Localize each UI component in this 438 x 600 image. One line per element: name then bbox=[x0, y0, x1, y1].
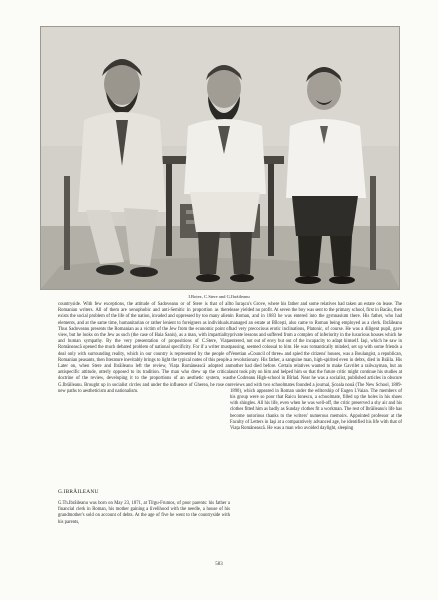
page-number: 583 bbox=[215, 562, 223, 567]
left-column-text: countryside. With few exceptions, the attitude of Sadoveanu or of Stere is that of all Romanian writers. All of them are xenophobic and anti-Semitic in proportion as there exists the social problem of the life of the nation, invaded and oppressed by too many alien elements, and at the same time, humanitarian or rather lenient to foreigners as individuals. Thus Sadoveanu presents the Romanian as a victim of the Jew from the economic point of view, but he looks on the Jew as such (the case of Haia Sanis), as a man, with impartiality and human sympathy. By the very presentation of propositions of C.Stere, Viața Românească opened the much debated problem of national specificity. For if a writer must deal only with surrounding reality, which in our country is represented by the people of Romanian peasants, then literature inevitably brings to light the typical notes of this people. Later on, when Stere and Ibrăileanu left the review, Viața Românească adopted an antispecific attitude, utterly opposed to its tradition. The man who drew up the critical doctrine of the review, developing it to the proportions of an aesthetic system, was G.Ibrăileanu. Brought up in socialist circles and under the influence of Gherea, he rose on new paths to aestheticism and nationalism. bbox=[58, 302, 230, 394]
right-column-text: to Iuraşcu's Grove, where his father and some relatives had taken an estate on lease. The lease yielded no profit. At seven the boy was sent to the primary school, first in Bacău, then in Roman, and in 1883 he was entered into the gymnasium there. His father, who had managed an estate at Bîlceşti, also came to Roman being employed as a clerk. Ibrăileanu had very precocious erotic inclinations, Platonic, of course. He was a diligent pupil, gave private lessons and suffered from a complex of inferiority in the luxurious houses which he entered, not out of envy but out of the incapacity to adapt himself. Iaşi, which he saw in passing, seemed colossal to him. He was romantically minded, set up with some friends a Venetian «Council of three» and spied the citizens' houses, was a Boulangist, a republican, a revolutionary. His father, a sanguine man, high-spirited even in debts, died in Brăila. His mother had died before. Certain relatives wanted to make Gavrilet a railwayman, but an aunt took pity on him and helped him so that the future critic might continue his studies at the Codreanu High-school in Bîrlad. Near he was a socialist, published articles in obscure reviews and with two schoolmates founded a journal, Şcoala nouă (The New School, 1889-1890), which appeared in Roman under the editorship of Eugen I.Vaian. The members of his group were so poor that Raicu Ionescu, a schoolmate, filled up the holes in his shoes with shingles. All his life, even when he was well-off, the critic preserved a shy air and his clothes fitted him as badly as Sunday clothes fit a workman. The rest of Ibrăileanu's life has become notorious thanks to the writers' numerous memoirs. Appointed professor at the Faculty of Letters in Iaşi at a comparatively advanced age, he identified his life with that of Viața Românească. He was a man who avoided daylight, sleeping bbox=[230, 302, 402, 432]
photo-caption: I.Botez, C.Stere and G.Ibrăileanu bbox=[188, 294, 250, 299]
photograph-image bbox=[40, 26, 400, 290]
left-column bbox=[58, 302, 230, 395]
right-column bbox=[230, 302, 402, 432]
group-photograph bbox=[40, 26, 400, 290]
section-heading: G.IBRĂILEANU bbox=[58, 489, 99, 495]
left-column-lower bbox=[58, 501, 230, 526]
left-column-text-2: G.Th.Ibrăileanu was born on May 23, 1871, at Tîrgu-Frumos, of poor parents: his father a financial clerk in Roman, his mother gaining a livelihood with the needle, a house of his grandmother's sold on account of debts. At the age of five he went to the countryside with his parents, bbox=[58, 501, 230, 525]
